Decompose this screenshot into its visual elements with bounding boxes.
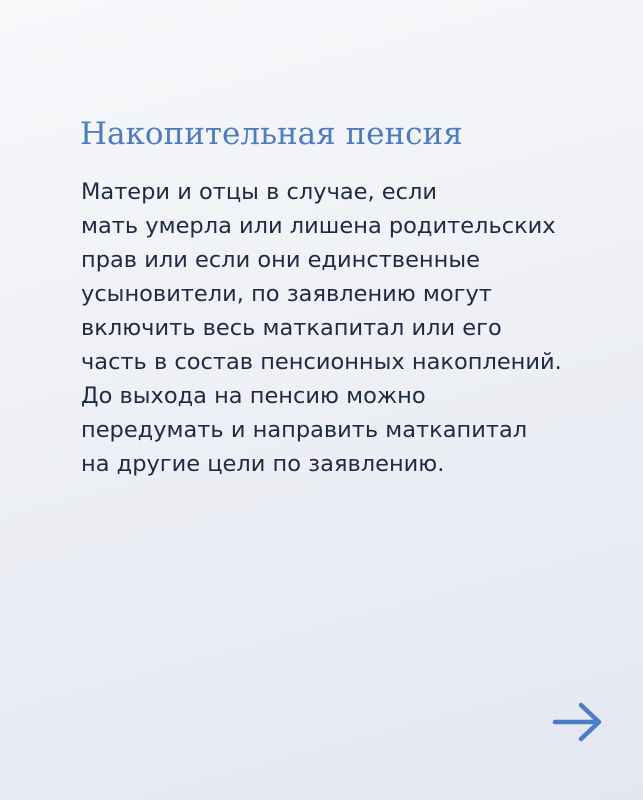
body-line: на другие цели по заявлению. xyxy=(81,451,445,477)
body-line: прав или если они единственные xyxy=(81,247,480,273)
slide-body-text xyxy=(81,175,621,481)
body-line: До выхода на пенсию можно xyxy=(81,383,426,409)
slide-title: Накопительная пенсия xyxy=(80,116,463,152)
body-line: мать умерла или лишена родительских xyxy=(81,213,556,239)
body-line: Матери и отцы в случае, если xyxy=(81,179,438,205)
body-line: часть в состав пенсионных накоплений. xyxy=(81,349,562,375)
body-line: усыновители, по заявлению могут xyxy=(81,281,492,307)
body-line: включить весь маткапитал или его xyxy=(81,315,502,341)
body-line: передумать и направить маткапитал xyxy=(81,417,528,443)
arrow-right-icon xyxy=(551,698,605,746)
next-slide-button[interactable] xyxy=(551,698,605,746)
